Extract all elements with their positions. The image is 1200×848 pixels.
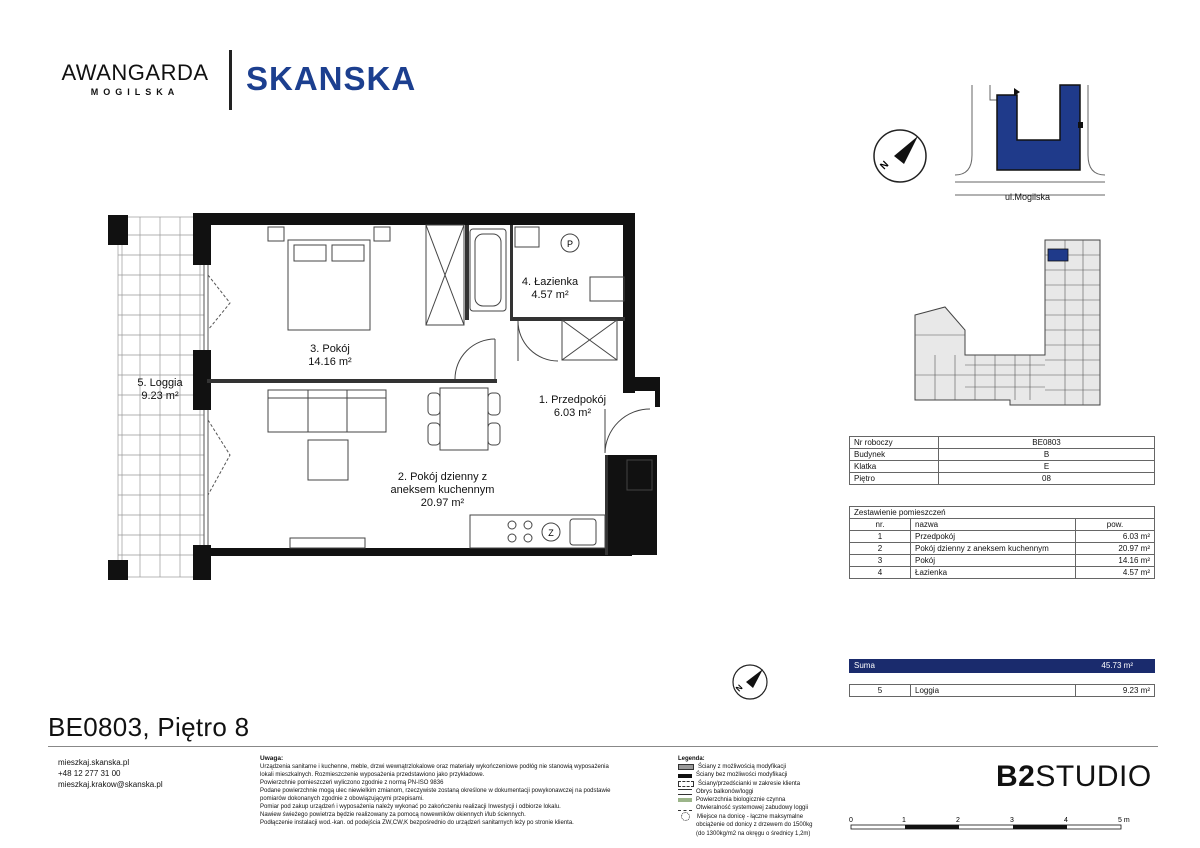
legend-label: Otwieralność systemowej zabudowy loggii [696,805,809,812]
legend-item [678,821,848,829]
room-name: 5. Loggia [137,377,183,389]
studio-logo-bold: B2 [996,760,1036,793]
legend-label: Ściany/przedścianki w zakresie klienta [698,780,801,787]
contact-email[interactable]: mieszkaj.krakow@skanska.pl [58,780,163,789]
note-line: lokali mieszkalnych. Rozmieszczenie wyposażenia przedstawiono jako przykładowe. [260,772,485,778]
footer-divider [48,746,1158,747]
compass-north-small-icon [730,662,770,702]
legend-item [678,812,848,821]
legend-label: Ściany bez możliwości modyfikacji [696,772,788,779]
table-cell: Łazienka [911,567,1076,579]
legend-label: Ściany z możliwością modyfikacji [698,764,787,771]
note-line: Podłączenie instalacji wod.-kan. od podejścia ZW,CW,K bezpośrednio do urządzeń sanitarnych leży po stronie klienta. [260,820,574,826]
room-label-loggia [120,377,200,403]
scale-label: 4 [1064,817,1068,824]
table-cell: Pokój dzienny z aneksem kuchennym [911,543,1076,555]
legend-label: obciążenie od donicy z drzewem do 1500kg [696,822,813,829]
legend-item [678,796,848,804]
plumbing-marker-z: Z [548,528,554,538]
table-cell: 1 [850,531,911,543]
table-cell: Budynek [850,449,939,461]
table-cell: B [939,449,1155,461]
scale-label: 3 [1010,817,1014,824]
room-name: 2. Pokój dzienny z [397,471,488,483]
table-cell: 08 [939,473,1155,485]
note-line: Urządzenia sanitarne i kuchenne, meble, drzwi wewnątrzlokalowe oraz materiały wykończeniowe podłóg nie stanowią wyposażenia [260,764,609,770]
legend-swatch [678,824,692,828]
room-label-pokoj-dzienny [375,471,510,510]
legend-item [678,780,848,788]
contact-website[interactable]: mieszkaj.skanska.pl [58,758,130,767]
project-subname: MOGILSKA [90,87,180,97]
table-cell: Pokój [911,555,1076,567]
legend-swatch [678,774,692,778]
legend-swatch [678,764,694,770]
table-header: nazwa [911,519,1076,531]
legend-swatch [678,789,692,795]
skanska-logo: SKANSKA [246,60,417,97]
loggia-table [849,684,1155,697]
scale-label: 2 [956,817,960,824]
room-area: 20.97 m² [420,497,465,509]
bathtub [470,229,506,311]
table-header-row [850,519,1155,531]
dining-table [428,388,500,450]
table-row [850,461,1155,473]
scale-label: 5 m [1118,817,1130,824]
table-cell: 20.97 m² [1076,543,1155,555]
table-header: pow. [1076,519,1155,531]
rooms-table [849,506,1155,579]
table-title: Zestawienie pomieszczeń [850,507,1155,519]
contact-info [58,757,163,790]
legend-swatch [681,812,690,821]
table-row [850,437,1155,449]
legend-swatch [678,798,692,802]
legend-item [678,771,848,779]
table-cell: 6.03 m² [1076,531,1155,543]
awangarda-logo [55,62,215,97]
note-line: Pomiar pod zakup urządzeń i wyposażenia należy wykonać po zakończeniu realizacji Inwestycji i odbiorze lokalu. [260,804,561,810]
table-cell: Klatka [850,461,939,473]
project-name: AWANGARDA [61,60,209,85]
plumbing-marker-p: P [566,239,574,249]
table-cell: 4 [850,567,911,579]
unit-info-table [849,436,1155,485]
room-name: 4. Łazienka [521,276,579,288]
compass-north-icon [870,126,930,186]
table-header: nr. [850,519,911,531]
room-label-lazienka [510,276,590,302]
sofa [268,390,386,432]
table-row [850,555,1155,567]
room-name: 1. Przedpokój [538,394,607,406]
svg-text:N: N [734,682,745,694]
scale-label: 0 [849,817,853,824]
table-cell: 2 [850,543,911,555]
legend-label: Powierzchnia biologicznie czynna [696,797,786,804]
contact-phone[interactable]: +48 12 277 31 00 [58,769,121,778]
table-cell: 3 [850,555,911,567]
legend-label: Miejsce na donicę - łączne maksymalne [697,813,804,820]
legend-title: Legenda: [678,756,705,762]
table-row [850,473,1155,485]
legend-item [678,763,848,771]
sum-label: Suma [854,661,875,670]
coffee-table [308,440,348,480]
legend-label: Obrys balkonów/loggi [696,788,754,795]
legend-label: (do 1300kg/m2 na okręgu o średnicy 1,2m) [696,830,811,837]
note-line: pomiarów dokonanych zgodnie z obowiązującymi przepisami. [260,796,424,802]
table-cell: 5 [850,685,911,697]
tv-unit [290,538,365,548]
bed [268,227,390,330]
table-row [850,685,1155,697]
unit-title: BE0803, Piętro 8 [48,712,250,742]
table-cell: Nr roboczy [850,437,939,449]
legend-swatch [678,832,692,836]
table-cell: 4.57 m² [1076,567,1155,579]
table-cell: E [939,461,1155,473]
b2studio-logo [996,760,1152,794]
room-area: 9.23 m² [141,390,179,402]
legend [678,755,848,838]
table-row [850,567,1155,579]
logo-divider [229,50,232,110]
wardrobe [426,225,464,325]
table-cell: BE0803 [939,437,1155,449]
loggia-column-bottom [108,560,128,580]
room-area: 14.16 m² [308,356,352,368]
table-cell: Piętro [850,473,939,485]
scale-label: 1 [902,817,906,824]
room-name: aneksem kuchennym [390,484,495,496]
doors [455,321,650,453]
table-cell: Loggia [911,685,1076,697]
note-line: Podane powierzchnie mogą ulec niewielkim zmianom, rzeczywiste zostaną określone w dokumentacji powykonawczej na podstawie [260,788,611,794]
sum-value: 45.73 m² [1101,661,1133,670]
legend-item [678,788,848,796]
table-cell: 9.23 m² [1076,685,1155,697]
table-row [850,531,1155,543]
legend-swatch [678,781,694,787]
room-name: 3. Pokój [310,343,350,355]
room-label-pokoj [290,343,370,369]
room-area: 6.03 m² [553,407,592,419]
notes [260,755,660,827]
building-keyplan [905,235,1115,410]
scale-bar [845,814,1135,836]
loggia-column-top [108,215,128,245]
note-line: Nawiew świeżego powietrza będzie realizowany za pomocą nowewników okiennych i/lub ściennych. [260,812,526,818]
table-cell: 14.16 m² [1076,555,1155,567]
legend-swatch [678,806,692,811]
table-cell: Przedpokój [911,531,1076,543]
table-title-row [850,507,1155,519]
site-keyplan [950,80,1110,200]
svg-text:N: N [878,159,892,173]
studio-logo-rest: STUDIO [1035,760,1152,793]
table-row [850,543,1155,555]
notes-title: Uwaga: [260,755,284,762]
room-area: 4.57 m² [531,289,569,301]
note-line: Powierzchnie pomieszczeń wyliczono zgodnie z normą PN-ISO 9836 [260,780,444,786]
legend-item [678,830,848,838]
sum-bar [849,659,1155,673]
room-label-przedpokoj [525,394,620,420]
street-label: ul.Mogilska [1005,192,1051,202]
legend-item [678,804,848,812]
table-row [850,449,1155,461]
